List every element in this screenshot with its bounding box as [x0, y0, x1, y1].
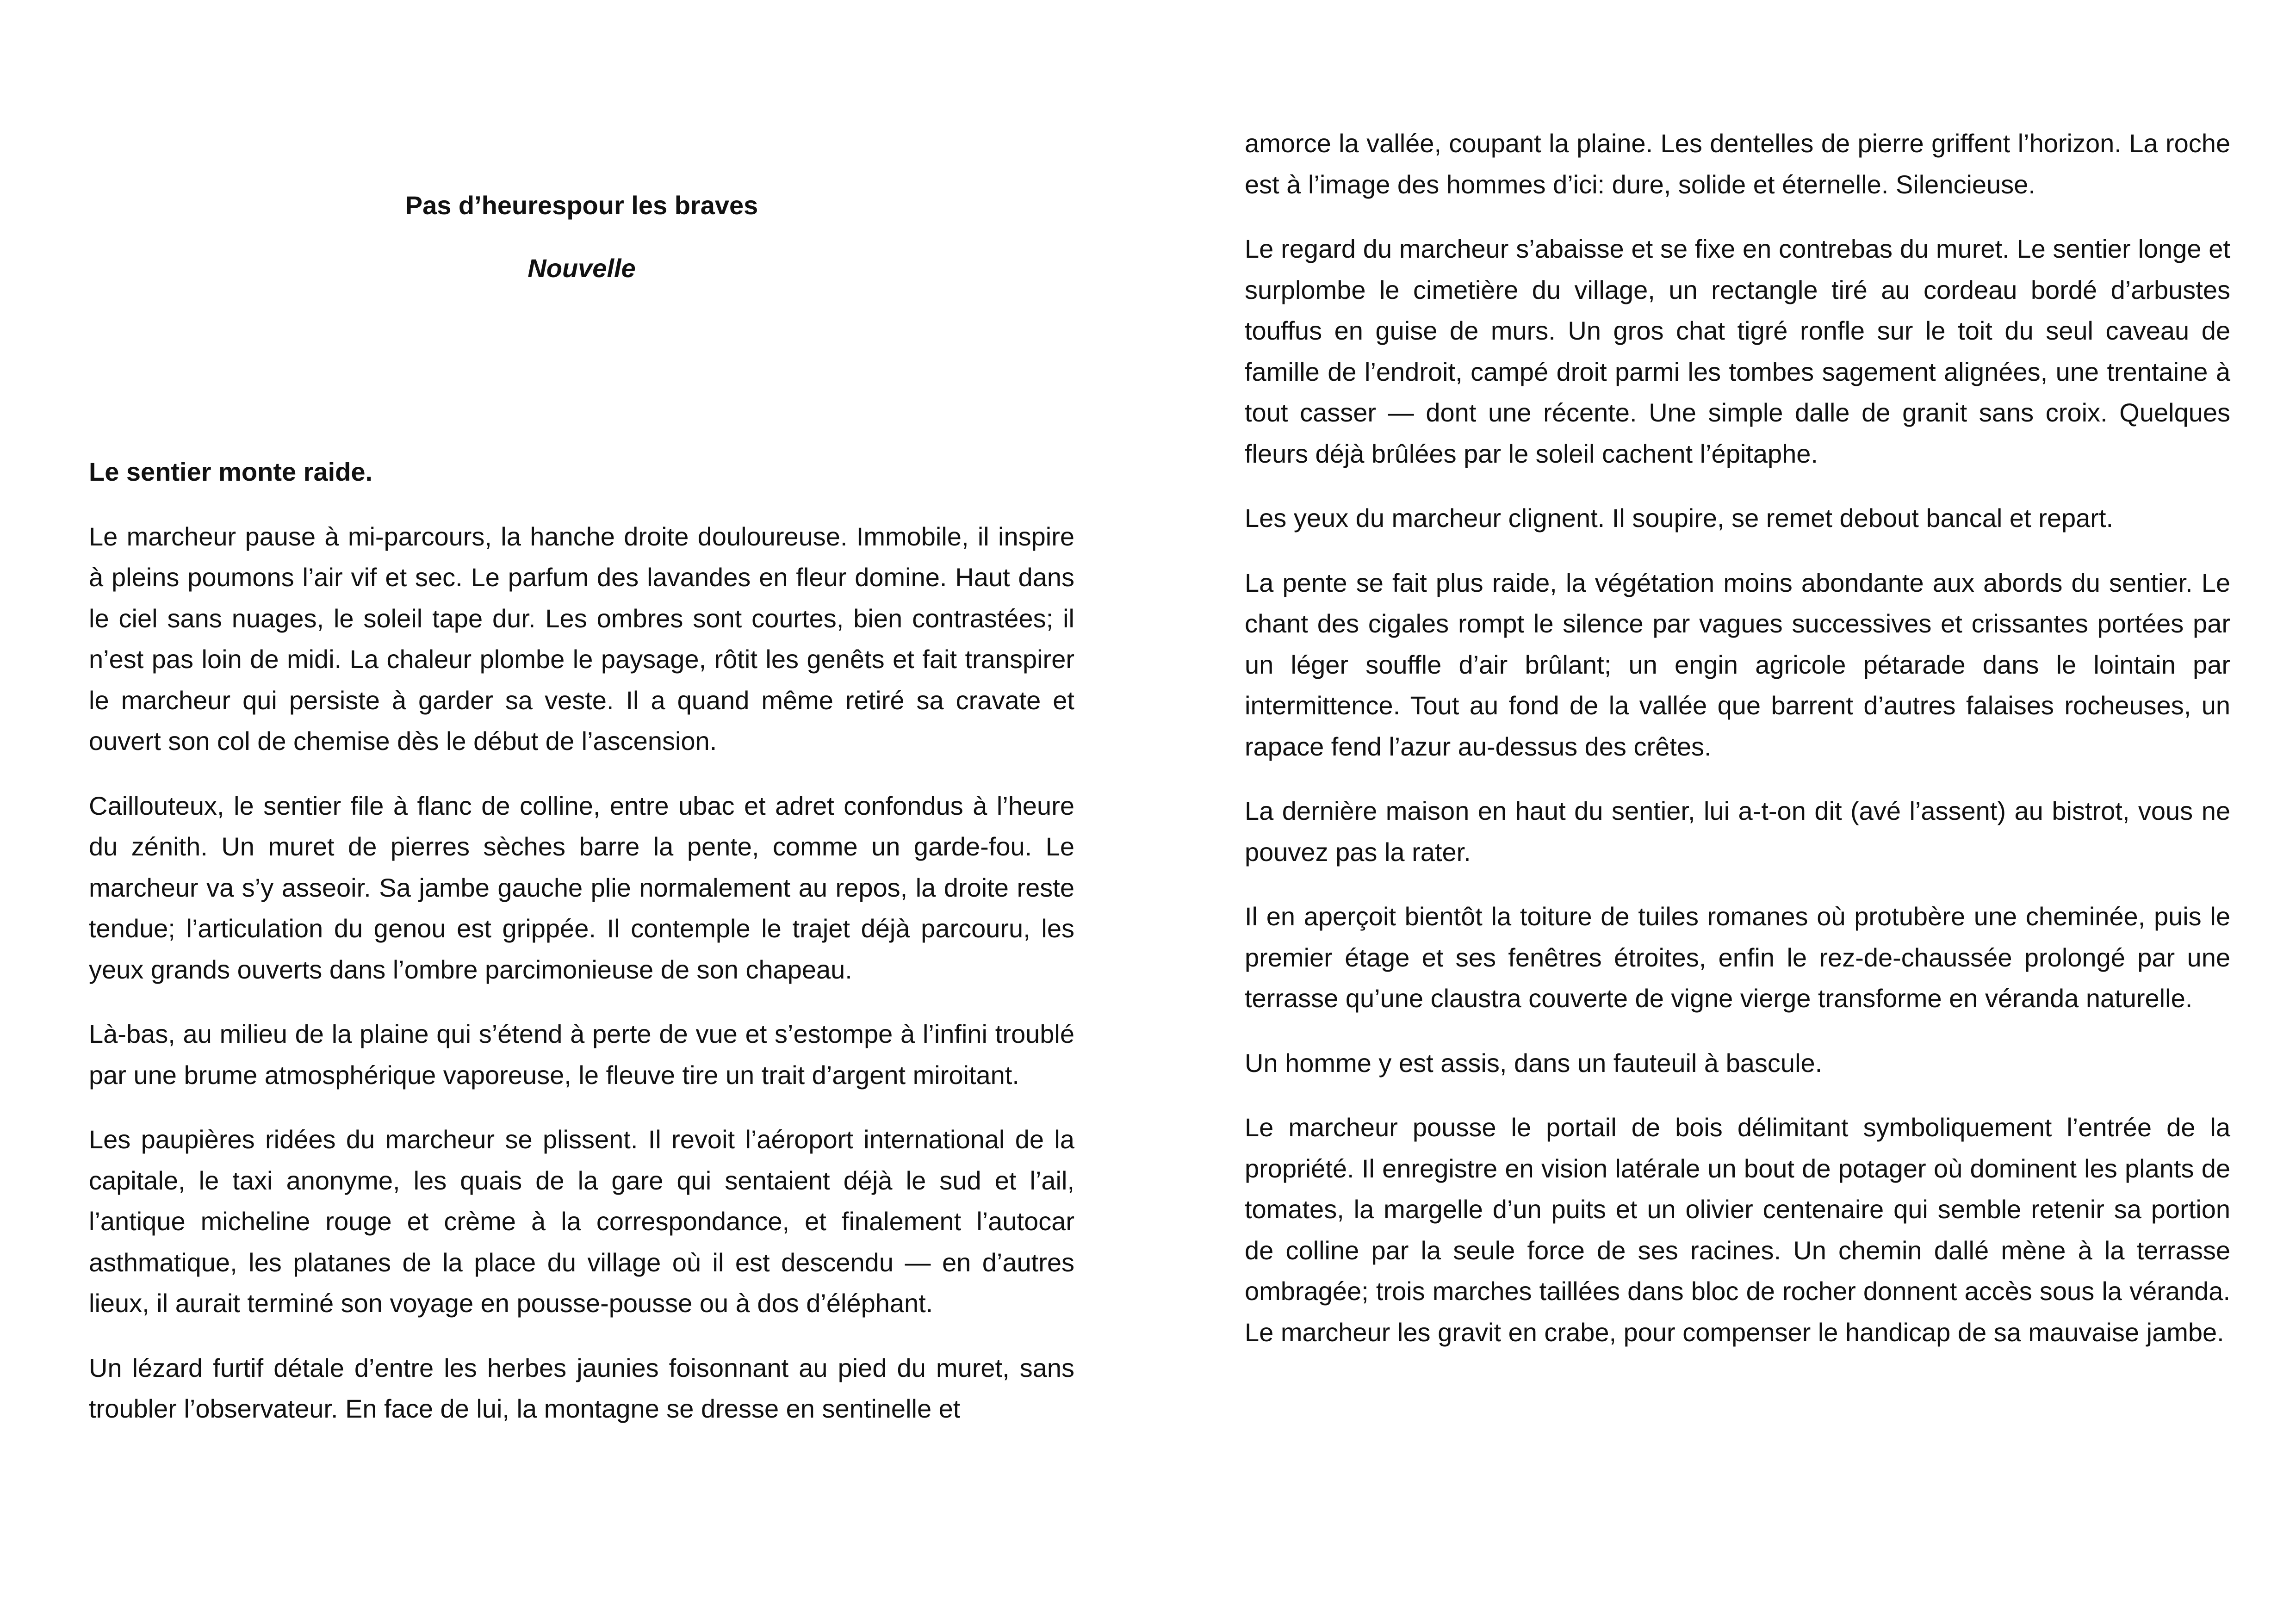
paragraph: La dernière maison en haut du sentier, lui a-t-on dit (avé l’assent) au bistrot, vous ne pouvez pas la rater.: [1245, 796, 2230, 867]
paragraph: Les yeux du marcheur clignent. Il soupire, se remet debout bancal et repart.: [1245, 503, 2114, 533]
paragraph: Un lézard furtif détale d’entre les herbes jaunies foisonnant au pied du muret, sans troubler l’observateur. En face de lui, la montagne se dresse en sentinelle et: [89, 1353, 1074, 1423]
paragraph: La pente se fait plus raide, la végétation moins abondante aux abords du sentier. Le chant des cigales rompt le silence par vagues successives et crissantes portées par un léger souffle d’air brûlant; un engin agricole pétarade dans le lointain par intermittence. Tout au fond de la vallée que barrent d’autres falaises rocheuses, un rapace fend l’azur au-dessus des crêtes.: [1245, 568, 2230, 761]
paragraph: Caillouteux, le sentier file à flanc de colline, entre ubac et adret confondus à l’heure du zénith. Un muret de pierres sèches barre la pente, comme un garde-fou. Le marcheur va s’y asseoir. Sa jambe gauche plie normalement au repos, la droite reste tendue; l’articulation du genou est grippée. Il contemple le trajet déjà parcouru, les yeux grands ouverts dans l’ombre parcimonieuse de son chapeau.: [89, 791, 1074, 984]
story-title: Pas d’heurespour les braves: [405, 191, 758, 220]
paragraph: Le regard du marcheur s’abaisse et se fixe en contrebas du muret. Le sentier longe et surplombe le cimetière du village, un rectangle tiré au cordeau bordé d’arbustes touffus en guise de murs. Un gros chat tigré ronfle sur le toit du seul caveau de famille de l’endroit, campé droit parmi les tombes sagement alignées, une trentaine à tout casser — dont une récente. Une simple dalle de granit sans croix. Quelques fleurs déjà brûlées par le soleil cachent l’épitaphe.: [1245, 234, 2230, 468]
story-subtitle: Nouvelle: [527, 254, 636, 283]
paragraph: Le marcheur pousse le portail de bois délimitant symboliquement l’entrée de la propriété. Il enregistre en vision latérale un bout de potager où dominent les plants de tomates, la margelle d’un puits et un olivier centenaire qui semble retenir sa portion de colline par la seule force de ses racines. Un chemin dallé mène à la terrasse ombragée; trois marches taillées dans bloc de rocher donnent accès sous la véranda. Le marcheur les gravit en crabe, pour compenser le handicap de sa mauvaise jambe.: [1245, 1113, 2230, 1347]
paragraph: Les paupières ridées du marcheur se plissent. Il revoit l’aéroport international de la capitale, le taxi anonyme, les quais de la gare qui sentaient déjà le sud et l’ail, l’antique micheline rouge et crème à la correspondance, et finalement l’autocar asthmatique, les platanes de la place du village où il est descendu — en d’autres lieux, il aurait terminé son voyage en pousse-pousse ou à dos d’éléphant.: [89, 1125, 1074, 1318]
right-page: [1245, 123, 2230, 1376]
left-page: [89, 0, 1074, 1453]
section-heading: Le sentier monte raide.: [89, 457, 373, 486]
paragraph: Il en aperçoit bientôt la toiture de tuiles romanes où protubère une cheminée, puis le premier étage et ses fenêtres étroites, enfin le rez-de-chaussée prolongé par une terrasse qu’une claustra couverte de vigne vierge transforme en véranda naturelle.: [1245, 902, 2230, 1013]
paragraph: amorce la vallée, coupant la plaine. Les dentelles de pierre griffent l’horizon. La roche est à l’image des hommes d’ici: dure, solide et éternelle. Silencieuse.: [1245, 129, 2230, 199]
paragraph: Là-bas, au milieu de la plaine qui s’étend à perte de vue et s’estompe à l’infini troublé par une brume atmosphérique vaporeuse, le fleuve tire un trait d’argent miroitant.: [89, 1019, 1074, 1090]
paragraph: Le marcheur pause à mi-parcours, la hanche droite douloureuse. Immobile, il inspire à pleins poumons l’air vif et sec. Le parfum des lavandes en fleur domine. Haut dans le ciel sans nuages, le soleil tape dur. Les ombres sont courtes, bien contrastées; il n’est pas loin de midi. La chaleur plombe le paysage, rôtit les genêts et fait transpirer le marcheur qui persiste à garder sa veste. Il a quand même retiré sa cravate et ouvert son col de chemise dès le début de l’ascension.: [89, 521, 1074, 756]
paragraph: Un homme y est assis, dans un fauteuil à bascule.: [1245, 1048, 1823, 1078]
title-block: [89, 0, 1074, 452]
